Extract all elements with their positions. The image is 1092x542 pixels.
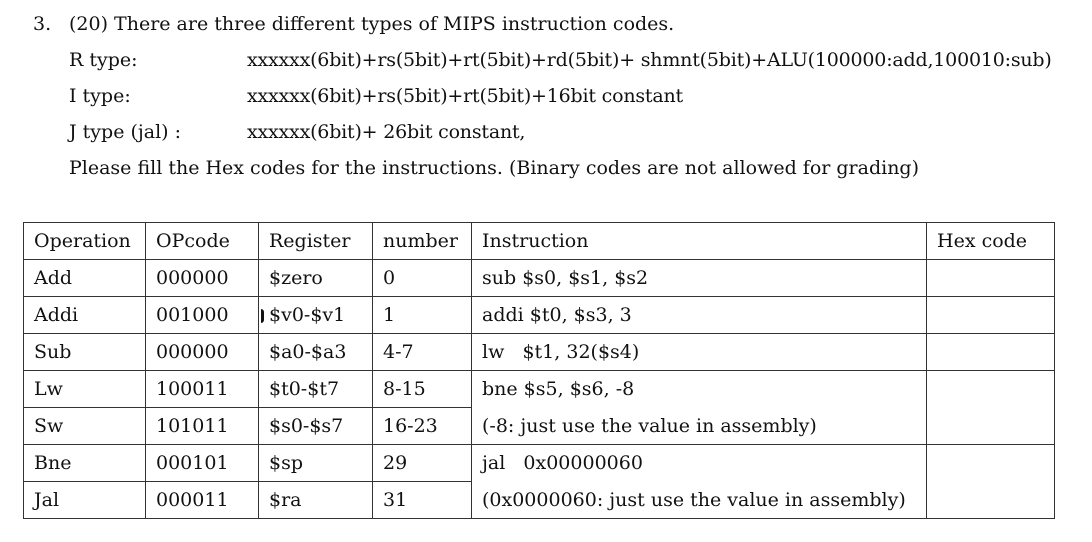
instruction-cell: lw $t1, 32($s4) (472, 334, 927, 371)
register-cell: $s0-$s7 (259, 408, 373, 445)
register-cell: $sp (259, 445, 373, 482)
table-row (24, 408, 1055, 445)
number-cell: 16-23 (373, 408, 472, 445)
table-row (24, 260, 1055, 297)
register-value: $v0-$v1 (269, 304, 346, 326)
table-row (24, 334, 1055, 371)
register-cell: $t0-$t7 (259, 371, 373, 408)
table-row (24, 371, 1055, 408)
number-cell: 4-7 (373, 334, 472, 371)
hex-code-cell[interactable] (927, 334, 1055, 371)
instruction-note-cell: (0x0000060: just use the value in assembly) (472, 482, 927, 519)
opcode-cell: 000000 (146, 260, 259, 297)
hex-code-cell (927, 482, 1055, 519)
table-row (24, 482, 1055, 519)
hex-code-cell[interactable] (927, 297, 1055, 334)
number-cell: 29 (373, 445, 472, 482)
header-instruction: Instruction (472, 223, 927, 260)
register-cell: $ra (259, 482, 373, 519)
r-type-format: xxxxxx(6bit)+rs(5bit)+rt(5bit)+rd(5bit)+ shmnt(5bit)+ALU(100000:add,100010:sub) (247, 49, 1052, 71)
instruction-cell: sub $s0, $s1, $s2 (472, 260, 927, 297)
j-type-label: J type (jal) : (69, 121, 182, 143)
instruction-cell: jal 0x00000060 (472, 445, 927, 482)
header-number: number (373, 223, 472, 260)
opcode-cell: 101011 (146, 408, 259, 445)
question-title: (20) There are three different types of MIPS instruction codes. (69, 13, 675, 35)
i-type-format: xxxxxx(6bit)+rs(5bit)+rt(5bit)+16bit constant (247, 85, 683, 107)
number-cell: 1 (373, 297, 472, 334)
operation-cell: Jal (24, 482, 146, 519)
header-operation: Operation (24, 223, 146, 260)
opcode-cell: 100011 (146, 371, 259, 408)
operation-cell: Sub (24, 334, 146, 371)
opcode-cell: 001000 (146, 297, 259, 334)
hex-code-cell[interactable] (927, 371, 1055, 408)
header-register: Register (259, 223, 373, 260)
instruction-table (23, 222, 1055, 519)
table-row (24, 445, 1055, 482)
number-cell: 0 (373, 260, 472, 297)
hex-code-cell[interactable] (927, 445, 1055, 482)
register-cell: $zero (259, 260, 373, 297)
hex-code-cell (927, 408, 1055, 445)
header-opcode: OPcode (146, 223, 259, 260)
instruction-cell: bne $s5, $s6, -8 (472, 371, 927, 408)
operation-cell: Sw (24, 408, 146, 445)
header-hex-code: Hex code (927, 223, 1055, 260)
r-type-label: R type: (69, 49, 138, 71)
operation-cell: Addi (24, 297, 146, 334)
hex-code-cell[interactable] (927, 260, 1055, 297)
instruction-text: Please fill the Hex codes for the instructions. (Binary codes are not allowed for grading) (69, 157, 919, 179)
table-header-row (24, 223, 1055, 260)
question-number: 3. (33, 13, 52, 35)
opcode-cell: 000011 (146, 482, 259, 519)
margin-mark (261, 309, 264, 323)
instruction-cell: addi $t0, $s3, 3 (472, 297, 927, 334)
j-type-format: xxxxxx(6bit)+ 26bit constant, (247, 121, 526, 143)
number-cell: 8-15 (373, 371, 472, 408)
table-row (24, 297, 1055, 334)
i-type-label: I type: (69, 85, 131, 107)
operation-cell: Add (24, 260, 146, 297)
instruction-note-cell: (-8: just use the value in assembly) (472, 408, 927, 445)
register-cell (259, 297, 373, 334)
opcode-cell: 000101 (146, 445, 259, 482)
operation-cell: Bne (24, 445, 146, 482)
number-cell: 31 (373, 482, 472, 519)
operation-cell: Lw (24, 371, 146, 408)
register-cell: $a0-$a3 (259, 334, 373, 371)
opcode-cell: 000000 (146, 334, 259, 371)
